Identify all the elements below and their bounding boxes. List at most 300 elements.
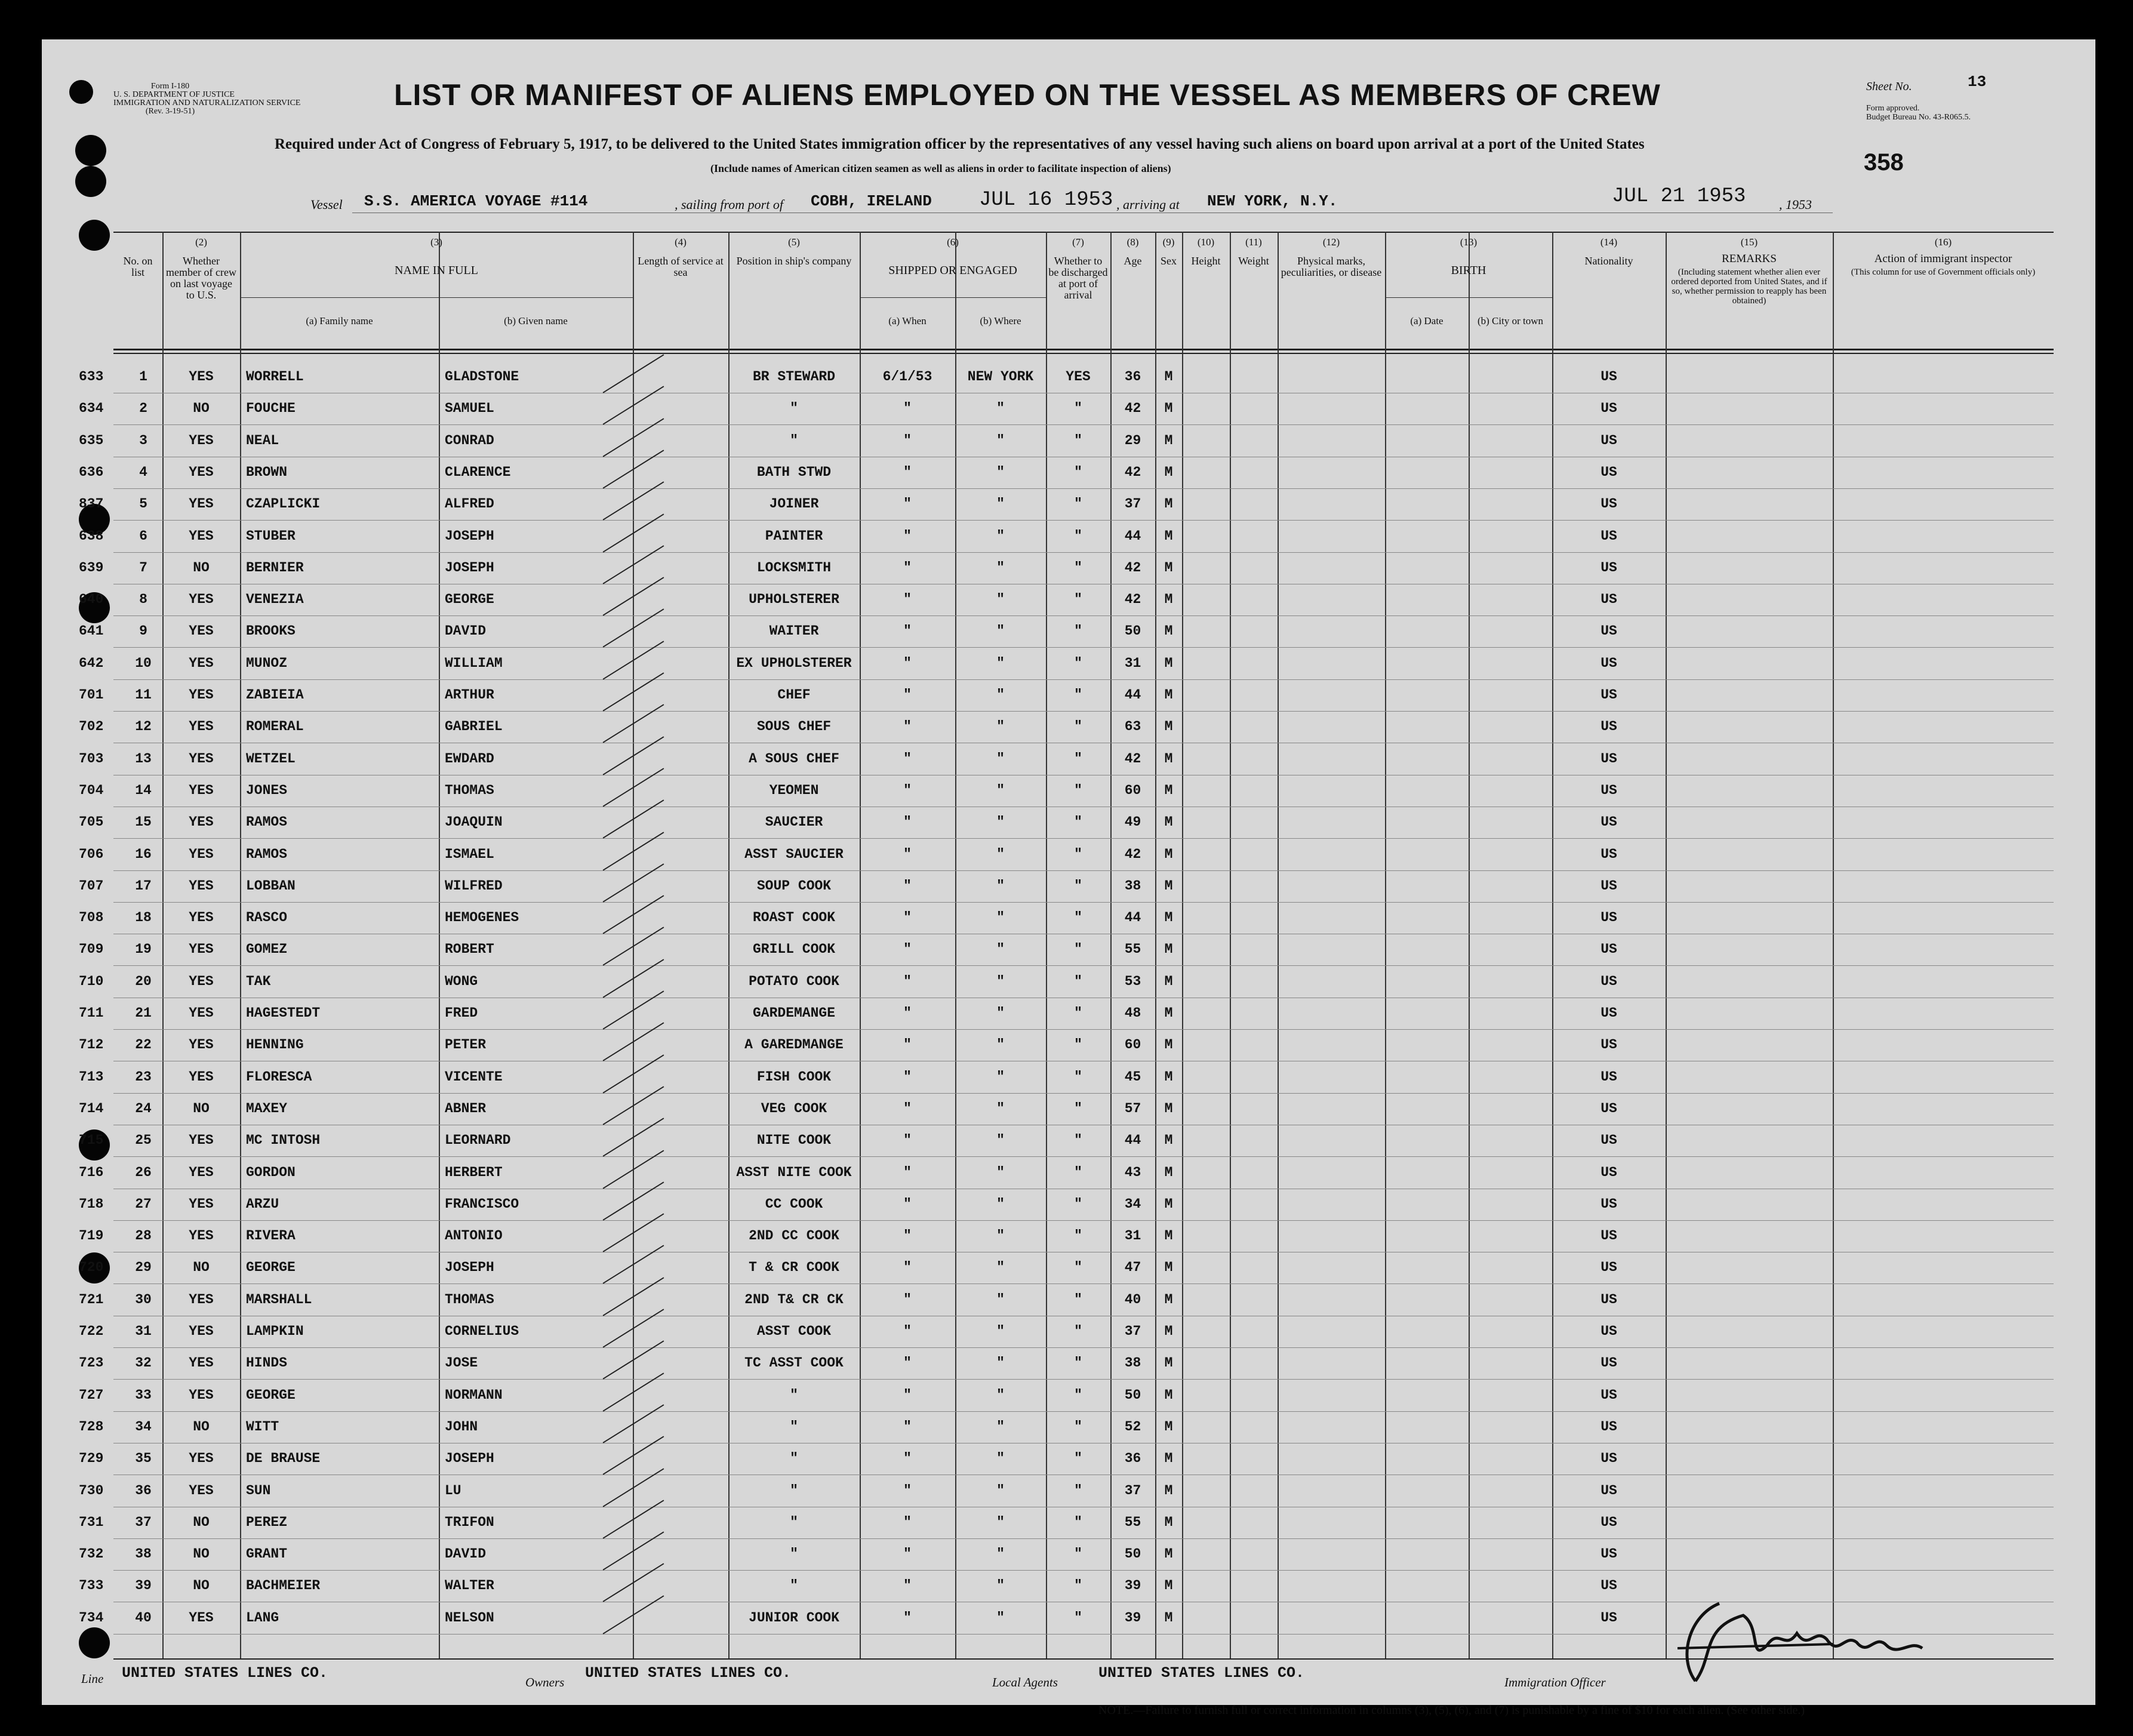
table-row xyxy=(79,1443,2054,1475)
row-list-id: 727 xyxy=(79,1387,104,1403)
row-sex: M xyxy=(1164,369,1173,384)
row-sex: M xyxy=(1164,655,1173,671)
row-age: 40 xyxy=(1124,1291,1141,1307)
row-age: 48 xyxy=(1124,1005,1141,1021)
row-shipped-where: " xyxy=(996,1291,1005,1307)
include-note: (Include names of American citizen seamen as well as aliens in order to facilitate inspection of aliens) xyxy=(710,162,1171,174)
row-shipped-where: " xyxy=(996,432,1005,448)
row-nationality: US xyxy=(1600,782,1617,798)
row-position: GARDEMANGE xyxy=(752,1005,836,1021)
row-sex: M xyxy=(1164,1609,1173,1626)
row-number: 13 xyxy=(135,750,152,767)
row-shipped-where: " xyxy=(996,814,1005,830)
row-list-id: 708 xyxy=(79,910,104,926)
col-head-16: Action of immigrant inspector xyxy=(1874,253,2012,265)
row-age: 49 xyxy=(1124,814,1141,830)
row-age: 44 xyxy=(1124,687,1141,703)
row-shipped-where: " xyxy=(996,750,1005,767)
row-shipped-when: " xyxy=(903,1069,912,1085)
row-nationality: US xyxy=(1600,973,1617,989)
row-prev-voyage: NO xyxy=(193,1100,210,1116)
row-family-name: HINDS xyxy=(246,1355,288,1371)
row-family-name: WORRELL xyxy=(246,369,304,384)
row-nationality: US xyxy=(1600,846,1617,862)
row-list-id: 714 xyxy=(79,1100,104,1116)
row-position: CC COOK xyxy=(765,1196,823,1212)
row-shipped-when: " xyxy=(903,1037,912,1053)
row-family-name: MC INTOSH xyxy=(246,1132,321,1149)
col-num-12: (12) xyxy=(1322,236,1340,248)
table-row xyxy=(79,967,2054,998)
row-discharged: " xyxy=(1074,623,1082,639)
row-list-id: 837 xyxy=(79,496,104,512)
row-position: " xyxy=(790,401,798,417)
row-prev-voyage: YES xyxy=(189,1132,214,1149)
row-age: 63 xyxy=(1124,719,1141,735)
row-shipped-where: " xyxy=(996,1451,1005,1467)
row-nationality: US xyxy=(1600,1451,1617,1467)
row-shipped-when: " xyxy=(903,846,912,862)
row-discharged: " xyxy=(1074,432,1082,448)
row-discharged: " xyxy=(1074,592,1082,608)
table-row xyxy=(79,1507,2054,1539)
row-sex: M xyxy=(1164,973,1173,989)
row-shipped-where: " xyxy=(996,655,1005,671)
row-nationality: US xyxy=(1600,750,1617,767)
row-family-name: ZABIEIA xyxy=(246,687,304,703)
row-prev-voyage: YES xyxy=(189,1355,214,1371)
row-prev-voyage: YES xyxy=(189,528,214,544)
row-discharged: " xyxy=(1074,1037,1082,1053)
row-list-id: 706 xyxy=(79,846,104,862)
row-position: " xyxy=(790,1387,798,1403)
row-position: " xyxy=(790,1418,798,1435)
row-prev-voyage: YES xyxy=(189,1387,214,1403)
col-head-6: SHIPPED OR ENGAGED xyxy=(888,264,1017,277)
row-shipped-where: " xyxy=(996,1005,1005,1021)
row-shipped-where: " xyxy=(996,1355,1005,1371)
sail-date: JUL 16 1953 xyxy=(979,189,1113,211)
row-family-name: RAMOS xyxy=(246,846,288,862)
col-num-13: (13) xyxy=(1460,236,1478,248)
row-list-id: 705 xyxy=(79,814,104,830)
row-nationality: US xyxy=(1600,1196,1617,1212)
row-list-id: 722 xyxy=(79,1323,104,1339)
row-prev-voyage: NO xyxy=(193,1418,210,1435)
col-head-11: Weight xyxy=(1238,255,1269,267)
row-discharged: " xyxy=(1074,1132,1082,1149)
row-family-name: WITT xyxy=(246,1418,279,1435)
row-sex: M xyxy=(1164,814,1173,830)
row-given-name: DAVID xyxy=(445,1546,487,1562)
col-sub-6b: (b) Where xyxy=(980,315,1021,327)
row-given-name: JOAQUIN xyxy=(445,814,503,830)
row-prev-voyage: YES xyxy=(189,496,214,512)
owners-label: Owners xyxy=(525,1675,565,1689)
row-age: 37 xyxy=(1124,496,1141,512)
row-age: 37 xyxy=(1124,1323,1141,1339)
row-discharged: " xyxy=(1074,1387,1082,1403)
col-num-8: (8) xyxy=(1126,236,1139,248)
row-nationality: US xyxy=(1600,1164,1617,1180)
row-nationality: US xyxy=(1600,1228,1617,1244)
row-position: PAINTER xyxy=(765,528,823,544)
row-number: 12 xyxy=(135,719,152,735)
row-list-id: 634 xyxy=(79,401,104,417)
row-prev-voyage: NO xyxy=(193,1514,210,1530)
row-number: 31 xyxy=(135,1323,152,1339)
row-sex: M xyxy=(1164,941,1173,958)
row-sex: M xyxy=(1164,1482,1173,1498)
row-given-name: WONG xyxy=(445,973,478,989)
row-number: 2 xyxy=(139,401,147,417)
row-shipped-where: " xyxy=(996,1037,1005,1053)
table-row xyxy=(79,1285,2054,1316)
row-list-id: 709 xyxy=(79,941,104,958)
row-given-name: JOSEPH xyxy=(445,559,494,575)
row-discharged: " xyxy=(1074,1228,1082,1244)
row-age: 34 xyxy=(1124,1196,1141,1212)
row-sex: M xyxy=(1164,1578,1173,1594)
row-position: CHEF xyxy=(777,687,811,703)
row-list-id: 729 xyxy=(79,1451,104,1467)
col-num-3: (3) xyxy=(430,236,442,248)
row-list-id: 711 xyxy=(79,1005,104,1021)
row-discharged: " xyxy=(1074,464,1082,480)
row-sex: M xyxy=(1164,1418,1173,1435)
table-row xyxy=(79,553,2054,584)
agents-value: UNITED STATES LINES CO. xyxy=(1098,1664,1305,1682)
table-row xyxy=(79,1030,2054,1061)
row-given-name: HERBERT xyxy=(445,1164,503,1180)
row-given-name: NELSON xyxy=(445,1609,494,1626)
row-number: 7 xyxy=(139,559,147,575)
manifest-sheet xyxy=(42,39,2095,1717)
row-shipped-when: " xyxy=(903,814,912,830)
row-number: 20 xyxy=(135,973,152,989)
row-nationality: US xyxy=(1600,1037,1617,1053)
row-shipped-when: " xyxy=(903,401,912,417)
row-discharged: " xyxy=(1074,1323,1082,1339)
row-sex: M xyxy=(1164,1228,1173,1244)
vessel-label: Vessel xyxy=(310,197,343,212)
row-given-name: WALTER xyxy=(445,1578,494,1594)
row-discharged: " xyxy=(1074,750,1082,767)
row-family-name: TAK xyxy=(246,973,271,989)
row-family-name: GORDON xyxy=(246,1164,296,1180)
row-prev-voyage: YES xyxy=(189,1451,214,1467)
row-age: 50 xyxy=(1124,623,1141,639)
form-service: IMMIGRATION AND NATURALIZATION SERVICE xyxy=(113,99,301,107)
row-shipped-when: " xyxy=(903,878,912,894)
row-age: 31 xyxy=(1124,1228,1141,1244)
row-number: 37 xyxy=(135,1514,152,1530)
row-prev-voyage: YES xyxy=(189,1005,214,1021)
row-age: 57 xyxy=(1124,1100,1141,1116)
row-shipped-when: " xyxy=(903,1100,912,1116)
row-shipped-where: " xyxy=(996,1418,1005,1435)
row-nationality: US xyxy=(1600,1069,1617,1085)
row-family-name: MUNOZ xyxy=(246,655,288,671)
row-shipped-where: " xyxy=(996,464,1005,480)
col-head-1: No. on list xyxy=(123,255,153,278)
row-shipped-where: " xyxy=(996,1609,1005,1626)
row-shipped-where: " xyxy=(996,1132,1005,1149)
row-sex: M xyxy=(1164,1069,1173,1085)
row-discharged: " xyxy=(1074,1482,1082,1498)
row-shipped-when: " xyxy=(903,1482,912,1498)
row-family-name: MAXEY xyxy=(246,1100,288,1116)
row-position: " xyxy=(790,1578,798,1594)
table-row xyxy=(79,648,2054,680)
row-sex: M xyxy=(1164,1037,1173,1053)
table-row xyxy=(79,426,2054,457)
row-shipped-where: " xyxy=(996,1514,1005,1530)
row-nationality: US xyxy=(1600,369,1617,384)
row-sex: M xyxy=(1164,846,1173,862)
col-sub-3a: (a) Family name xyxy=(306,315,373,327)
row-prev-voyage: NO xyxy=(193,1260,210,1276)
row-position: SAUCIER xyxy=(765,814,823,830)
col-num-15: (15) xyxy=(1740,236,1758,248)
col-head-10: Height xyxy=(1191,255,1221,267)
row-age: 36 xyxy=(1124,369,1141,384)
row-shipped-when: " xyxy=(903,1514,912,1530)
col-sub-3b: (b) Given name xyxy=(504,315,568,327)
row-nationality: US xyxy=(1600,401,1617,417)
row-shipped-when: " xyxy=(903,1260,912,1276)
row-position: EX UPHOLSTERER xyxy=(736,655,852,671)
row-given-name: FRED xyxy=(445,1005,478,1021)
row-family-name: BERNIER xyxy=(246,559,304,575)
row-nationality: US xyxy=(1600,655,1617,671)
col-num-4: (4) xyxy=(675,236,687,248)
row-given-name: JOSEPH xyxy=(445,528,494,544)
col-head-8: Age xyxy=(1124,255,1142,267)
row-shipped-where: " xyxy=(996,941,1005,958)
row-age: 44 xyxy=(1124,910,1141,926)
table-row xyxy=(79,1094,2054,1125)
row-discharged: " xyxy=(1074,973,1082,989)
row-sex: M xyxy=(1164,559,1173,575)
row-shipped-where: " xyxy=(996,496,1005,512)
row-list-id: 719 xyxy=(79,1228,104,1244)
row-prev-voyage: YES xyxy=(189,1164,214,1180)
table-row xyxy=(79,775,2054,807)
table-row xyxy=(79,839,2054,871)
row-list-id: 715 xyxy=(79,1132,104,1149)
row-family-name: RIVERA xyxy=(246,1228,296,1244)
row-list-id: 720 xyxy=(79,1260,104,1276)
row-shipped-where: " xyxy=(996,878,1005,894)
row-discharged: YES xyxy=(1066,369,1091,384)
row-prev-voyage: YES xyxy=(189,1323,214,1339)
row-age: 39 xyxy=(1124,1578,1141,1594)
row-family-name: STUBER xyxy=(246,528,296,544)
row-nationality: US xyxy=(1600,1355,1617,1371)
row-family-name: ROMERAL xyxy=(246,719,304,735)
table-row xyxy=(79,1125,2054,1157)
row-sex: M xyxy=(1164,1451,1173,1467)
row-shipped-where: " xyxy=(996,1387,1005,1403)
table-row xyxy=(79,1316,2054,1348)
row-list-id: 701 xyxy=(79,687,104,703)
row-sex: M xyxy=(1164,401,1173,417)
row-family-name: GRANT xyxy=(246,1546,288,1562)
table-row xyxy=(79,680,2054,712)
col-note-16: (This column for use of Government officials only) xyxy=(1851,267,2036,277)
row-shipped-when: " xyxy=(903,719,912,735)
row-prev-voyage: YES xyxy=(189,973,214,989)
row-position: " xyxy=(790,1546,798,1562)
row-sex: M xyxy=(1164,1260,1173,1276)
line-label: Line xyxy=(81,1672,104,1686)
row-family-name: GOMEZ xyxy=(246,941,288,958)
row-family-name: FLORESCA xyxy=(246,1069,312,1085)
row-sex: M xyxy=(1164,1291,1173,1307)
row-shipped-where: " xyxy=(996,623,1005,639)
row-sex: M xyxy=(1164,496,1173,512)
row-given-name: GLADSTONE xyxy=(445,369,519,384)
row-number: 1 xyxy=(139,369,147,384)
row-prev-voyage: YES xyxy=(189,1196,214,1212)
row-number: 8 xyxy=(139,592,147,608)
row-nationality: US xyxy=(1600,814,1617,830)
col-head-9: Sex xyxy=(1161,255,1177,267)
col-head-14: Nationality xyxy=(1584,255,1633,267)
row-shipped-where: " xyxy=(996,1069,1005,1085)
row-sex: M xyxy=(1164,1196,1173,1212)
row-age: 50 xyxy=(1124,1387,1141,1403)
row-discharged: " xyxy=(1074,782,1082,798)
row-given-name: TRIFON xyxy=(445,1514,494,1530)
row-given-name: VICENTE xyxy=(445,1069,503,1085)
row-prev-voyage: YES xyxy=(189,1069,214,1085)
row-nationality: US xyxy=(1600,528,1617,544)
row-list-id: 713 xyxy=(79,1069,104,1085)
row-prev-voyage: YES xyxy=(189,846,214,862)
row-shipped-when: " xyxy=(903,1578,912,1594)
row-sex: M xyxy=(1164,1387,1173,1403)
row-discharged: " xyxy=(1074,1578,1082,1594)
row-given-name: ABNER xyxy=(445,1100,487,1116)
sheet-no-label: Sheet No. xyxy=(1866,80,1912,93)
row-list-id: 723 xyxy=(79,1355,104,1371)
row-number: 19 xyxy=(135,941,152,958)
row-position: SOUS CHEF xyxy=(756,719,832,735)
row-nationality: US xyxy=(1600,1482,1617,1498)
row-family-name: JONES xyxy=(246,782,288,798)
row-discharged: " xyxy=(1074,1418,1082,1435)
row-discharged: " xyxy=(1074,1196,1082,1212)
col-num-7: (7) xyxy=(1072,236,1084,248)
table-row xyxy=(79,457,2054,489)
table-row xyxy=(79,521,2054,553)
row-shipped-when: " xyxy=(903,941,912,958)
row-shipped-where: " xyxy=(996,910,1005,926)
sailing-label: , sailing from port of xyxy=(675,197,783,212)
row-position: LOCKSMITH xyxy=(756,559,832,575)
row-list-id: 728 xyxy=(79,1418,104,1435)
row-age: 36 xyxy=(1124,1451,1141,1467)
row-given-name: LEORNARD xyxy=(445,1132,511,1149)
line-value: UNITED STATES LINES CO. xyxy=(122,1664,328,1682)
row-sex: M xyxy=(1164,1355,1173,1371)
row-shipped-when: " xyxy=(903,1164,912,1180)
row-age: 39 xyxy=(1124,1609,1141,1626)
table-row xyxy=(79,871,2054,903)
row-age: 60 xyxy=(1124,782,1141,798)
row-number: 11 xyxy=(135,687,152,703)
row-position: A GAREDMANGE xyxy=(744,1037,844,1053)
row-given-name: FRANCISCO xyxy=(445,1196,519,1212)
row-discharged: " xyxy=(1074,1546,1082,1562)
table-row xyxy=(79,807,2054,839)
arrive-date: JUL 21 1953 xyxy=(1612,185,1746,208)
row-shipped-when: " xyxy=(903,432,912,448)
row-shipped-when: " xyxy=(903,1387,912,1403)
row-sex: M xyxy=(1164,464,1173,480)
table-row xyxy=(79,1252,2054,1284)
row-prev-voyage: YES xyxy=(189,432,214,448)
row-prev-voyage: YES xyxy=(189,878,214,894)
row-family-name: MARSHALL xyxy=(246,1291,312,1307)
row-given-name: EWDARD xyxy=(445,750,494,767)
row-age: 37 xyxy=(1124,1482,1141,1498)
row-shipped-where: " xyxy=(996,846,1005,862)
row-discharged: " xyxy=(1074,496,1082,512)
row-nationality: US xyxy=(1600,496,1617,512)
row-shipped-where: " xyxy=(996,401,1005,417)
row-prev-voyage: YES xyxy=(189,1037,214,1053)
row-age: 50 xyxy=(1124,1546,1141,1562)
row-age: 53 xyxy=(1124,973,1141,989)
row-sex: M xyxy=(1164,1323,1173,1339)
col-head-7: Whether to be discharged at port of arrival xyxy=(1048,255,1108,301)
row-age: 31 xyxy=(1124,655,1141,671)
row-number: 25 xyxy=(135,1132,152,1149)
row-discharged: " xyxy=(1074,1069,1082,1085)
row-discharged: " xyxy=(1074,1260,1082,1276)
row-nationality: US xyxy=(1600,1132,1617,1149)
row-number: 9 xyxy=(139,623,147,639)
row-list-id: 638 xyxy=(79,528,104,544)
row-shipped-when: " xyxy=(903,1005,912,1021)
col-head-12: Physical marks, peculiarities, or disease xyxy=(1281,255,1382,278)
row-shipped-where: " xyxy=(996,1482,1005,1498)
row-shipped-when: " xyxy=(903,464,912,480)
row-nationality: US xyxy=(1600,1291,1617,1307)
row-position: NITE COOK xyxy=(756,1132,832,1149)
row-shipped-where: " xyxy=(996,1546,1005,1562)
row-prev-voyage: YES xyxy=(189,750,214,767)
row-prev-voyage: YES xyxy=(189,814,214,830)
row-shipped-when: " xyxy=(903,559,912,575)
row-given-name: SAMUEL xyxy=(445,401,494,417)
row-prev-voyage: YES xyxy=(189,592,214,608)
row-discharged: " xyxy=(1074,528,1082,544)
row-given-name: WILFRED xyxy=(445,878,503,894)
col-sub-13b: (b) City or town xyxy=(1477,315,1544,327)
col-num-9: (9) xyxy=(1162,236,1175,248)
row-discharged: " xyxy=(1074,846,1082,862)
row-discharged: " xyxy=(1074,878,1082,894)
row-shipped-where: " xyxy=(996,528,1005,544)
punch-hole xyxy=(75,166,106,197)
row-sex: M xyxy=(1164,432,1173,448)
row-discharged: " xyxy=(1074,1355,1082,1371)
row-shipped-when: " xyxy=(903,1451,912,1467)
